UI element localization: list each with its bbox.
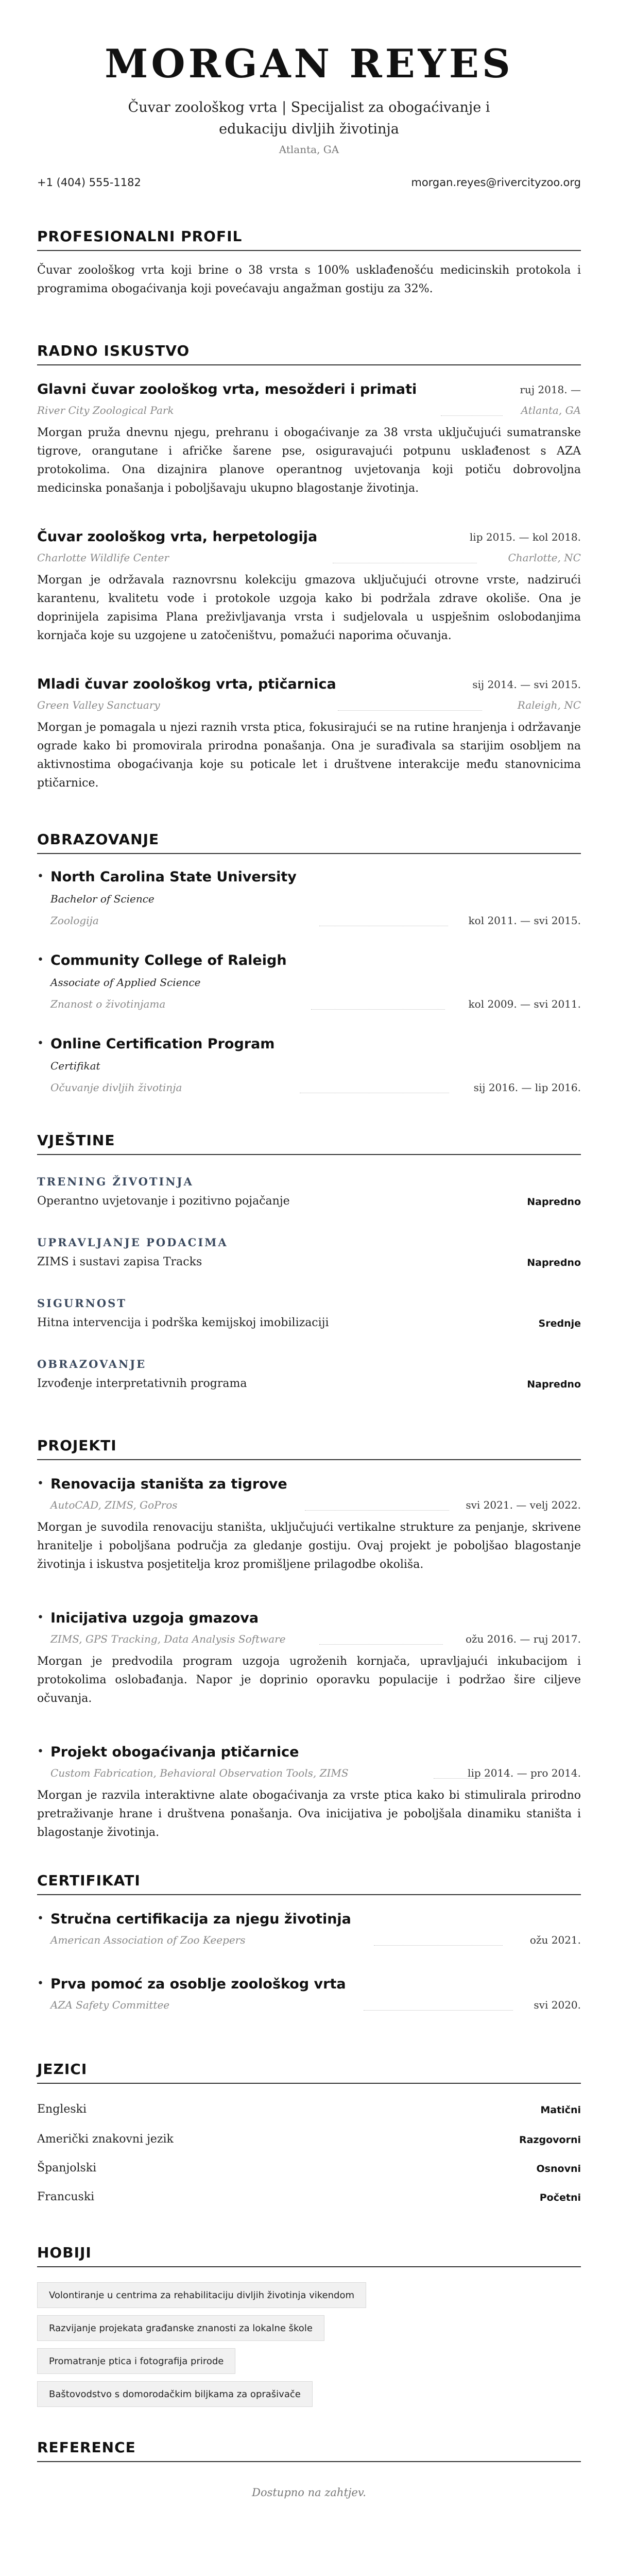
field-of-study: Očuvanje divljih životinja xyxy=(50,1081,182,1094)
bullet: • xyxy=(37,1977,44,1990)
skill-level: Napredno xyxy=(527,1257,581,1268)
skill-category xyxy=(37,1297,581,1343)
project-description: Morgan je suvodila renovaciju staništa, uključujući vertikalne strukture za penjanje, skrivene hranitelje i poboljšana područja za gledanje gostiju. Ovaj projekt je poboljšao blagostanje životinja i iskustva posjetitelja kroz promišljene prilagodbe okoliša. xyxy=(37,1521,581,1571)
certificates-section xyxy=(37,1872,581,1895)
job-organization: Green Valley Sanctuary xyxy=(37,699,160,711)
section-title-references: REFERENCE xyxy=(37,2439,581,2462)
language-name: Engleski xyxy=(37,2103,87,2116)
job-description: Morgan pruža dnevnu njegu, prehranu i obogaćivanje za 38 vrsta uključujući sumatranske tigrove, orangutane i afričke šarene pse, osiguravajući potpunu usklađenost s AZA protokolima. Ona dizajnira planove operantnog uvjetovanja koji potiču dobrovoljna medicinska ponašanja i poboljšavaju ukupno blagostanje životinja. xyxy=(37,426,581,495)
section-title-languages: JEZICI xyxy=(37,2061,581,2084)
language-level: Razgovorni xyxy=(519,2134,581,2146)
project-entry xyxy=(37,1610,581,1713)
field-of-study: Znanost o životinjama xyxy=(50,998,166,1010)
project-tools: ZIMS, GPS Tracking, Data Analysis Software xyxy=(50,1633,286,1645)
job-location: Charlotte, NC xyxy=(508,551,581,564)
language-row xyxy=(37,2190,581,2207)
skill-level: Napredno xyxy=(527,1196,581,1208)
certificate-entry xyxy=(37,1976,581,2022)
project-title: Inicijativa uzgoja gmazova xyxy=(50,1610,259,1626)
leader-dots xyxy=(311,1009,445,1010)
certificate-entry xyxy=(37,1911,581,1958)
skill-category-name: OBRAZOVANJE xyxy=(37,1358,147,1370)
leader-dots xyxy=(338,710,482,711)
project-entry xyxy=(37,1476,581,1579)
skill-name: Operantno uvjetovanje i pozitivno pojačanje xyxy=(37,1195,290,1208)
education-date: kol 2011. — svi 2015. xyxy=(468,914,581,927)
language-name: Francuski xyxy=(37,2190,95,2203)
section-title-skills: VJEŠTINE xyxy=(37,1132,581,1155)
school-name: North Carolina State University xyxy=(50,869,297,885)
project-title: Projekt obogaćivanja ptičarnice xyxy=(50,1744,299,1760)
candidate-headline: Čuvar zoološkog vrta | Specijalist za obogaćivanje i edukaciju divljih životinja xyxy=(128,99,490,137)
profile-section xyxy=(37,228,581,298)
bullet: • xyxy=(37,1477,44,1490)
hobby-tag: Razvijanje projekata građanske znanosti za lokalne škole xyxy=(37,2315,324,2341)
education-section xyxy=(37,831,581,854)
job-entry xyxy=(37,676,581,805)
project-tools: Custom Fabrication, Behavioral Observation Tools, ZIMS xyxy=(50,1767,349,1779)
job-title: Čuvar zoološkog vrta, herpetologija xyxy=(37,529,318,545)
candidate-location: Atlanta, GA xyxy=(279,143,339,156)
references-section xyxy=(37,2439,581,2462)
job-entry xyxy=(37,529,581,658)
job-organization: Charlotte Wildlife Center xyxy=(37,551,169,564)
project-title: Renovacija staništa za tigrove xyxy=(50,1476,287,1492)
degree: Bachelor of Science xyxy=(50,893,154,905)
project-date: svi 2021. — velj 2022. xyxy=(466,1499,581,1511)
bullet: • xyxy=(37,1745,44,1758)
job-location: Raleigh, NC xyxy=(517,699,581,711)
experience-section xyxy=(37,342,581,365)
certificate-issuer: AZA Safety Committee xyxy=(50,1999,170,2011)
project-description: Morgan je predvodila program uzgoja ugroženih kornjača, upravljajući inkubacijom i protokolima oslobađanja. Napor je doprinio oporavku populacije i podržao šire ciljeve očuvanja. xyxy=(37,1655,581,1705)
email-address[interactable]: morgan.reyes@rivercityzoo.org xyxy=(411,176,581,189)
skill-name: ZIMS i sustavi zapisa Tracks xyxy=(37,1256,202,1268)
leader-dots xyxy=(319,1644,443,1645)
project-date: ožu 2016. — ruj 2017. xyxy=(465,1633,581,1645)
leader-dots xyxy=(364,2010,513,2011)
language-row xyxy=(37,2103,581,2119)
section-title-projects: PROJEKTI xyxy=(37,1437,581,1460)
resume-header xyxy=(37,0,581,189)
projects-section xyxy=(37,1437,581,1460)
language-level: Osnovni xyxy=(536,2163,581,2174)
candidate-name: MORGAN REYES xyxy=(105,41,513,87)
language-row xyxy=(37,2133,581,2149)
skill-name: Hitna intervencija i podrška kemijskoj imobilizaciji xyxy=(37,1316,329,1329)
education-date: kol 2009. — svi 2011. xyxy=(468,998,581,1010)
language-level: Početni xyxy=(539,2192,581,2203)
language-name: Španjolski xyxy=(37,2162,97,2174)
job-date: lip 2015. — kol 2018. xyxy=(469,531,581,543)
bullet: • xyxy=(37,1912,44,1925)
language-level: Matični xyxy=(540,2104,581,2116)
field-of-study: Zoologija xyxy=(50,914,99,927)
project-description: Morgan je razvila interaktivne alate obogaćivanja za vrste ptica kako bi stimulirala prirodno pretraživanje hrane i društvena ponašanja. Ova inicijativa je poboljšala dinamiku staništa i blagostanje životinja. xyxy=(37,1789,581,1839)
job-description: Morgan je održavala raznovrsnu kolekciju gmazova uključujući otrovne vrste, nadzirući karantenu, kvalitetu vode i protokole uzgoja kako bi podržala zdrave okoliše. Ona je doprinijela zapisima Plana preživljavanja vrsta i sudjelovala u uspješnim oslobodanjima kornjača koje su uzgojene u zatočeništvu, pomažući naporima očuvanja. xyxy=(37,574,581,642)
school-name: Online Certification Program xyxy=(50,1036,275,1052)
education-entry xyxy=(37,869,581,931)
language-row xyxy=(37,2162,581,2178)
language-name: Američki znakovni jezik xyxy=(37,2133,174,2146)
leader-dots xyxy=(441,415,503,416)
skill-level: Srednje xyxy=(538,1318,581,1329)
section-title-profile: PROFESIONALNI PROFIL xyxy=(37,228,581,251)
job-entry xyxy=(37,381,581,510)
certificate-date: ožu 2021. xyxy=(529,1934,581,1946)
certificate-issuer: American Association of Zoo Keepers xyxy=(50,1934,246,1946)
leader-dots xyxy=(374,1945,503,1946)
skills-section xyxy=(37,1132,581,1155)
bullet: • xyxy=(37,870,44,883)
job-date: sij 2014. — svi 2015. xyxy=(472,678,581,691)
bullet: • xyxy=(37,1611,44,1624)
job-location: Atlanta, GA xyxy=(521,404,581,416)
phone-number[interactable]: +1 (404) 555-1182 xyxy=(37,176,141,189)
job-title: Glavni čuvar zoološkog vrta, mesožderi i primati xyxy=(37,381,417,397)
certificate-name: Prva pomoć za osoblje zoološkog vrta xyxy=(50,1976,346,1992)
skill-category-name: SIGURNOST xyxy=(37,1297,127,1310)
project-entry xyxy=(37,1744,581,1847)
job-description: Morgan je pomagala u njezi raznih vrsta ptica, fokusirajući se na rutine hranjenja i održavanje ograde kako bi promovirala prirodna ponašanja. Ona je surađivala sa starijim osobljem na aktivnostima obogaćivanja koje su poticale let i društvene interakcije među stanovnicima ptičarnice. xyxy=(37,721,581,790)
section-title-certificates: CERTIFIKATI xyxy=(37,1872,581,1895)
bullet: • xyxy=(37,954,44,966)
resume-page xyxy=(37,0,581,2499)
skill-category xyxy=(37,1358,581,1404)
skill-level: Napredno xyxy=(527,1379,581,1390)
skill-category-name: UPRAVLJANJE PODACIMA xyxy=(37,1236,228,1249)
school-name: Community College of Raleigh xyxy=(50,952,287,968)
section-title-education: OBRAZOVANJE xyxy=(37,831,581,854)
project-tools: AutoCAD, ZIMS, GoPros xyxy=(50,1499,178,1511)
languages-section xyxy=(37,2061,581,2084)
education-date: sij 2016. — lip 2016. xyxy=(473,1081,581,1094)
leader-dots xyxy=(305,1510,449,1511)
job-organization: River City Zoological Park xyxy=(37,404,174,416)
degree: Associate of Applied Science xyxy=(50,976,201,989)
profile-summary: Čuvar zoološkog vrta koji brine o 38 vrsta s 100% usklađenošću medicinskih protokola i programima obogaćivanja koji povećavaju angažman gostiju za 32%. xyxy=(37,264,581,295)
degree: Certifikat xyxy=(50,1060,100,1072)
references-note: Dostupno na zahtjev. xyxy=(252,2486,366,2499)
job-date: ruj 2018. — xyxy=(520,383,581,396)
contact-row xyxy=(37,176,581,189)
education-entry xyxy=(37,1036,581,1098)
skill-category xyxy=(37,1236,581,1282)
skill-name: Izvođenje interpretativnih programa xyxy=(37,1377,247,1390)
skill-category xyxy=(37,1175,581,1222)
hobby-tag: Baštovodstvo s domorodačkim biljkama za oprašivače xyxy=(37,2381,313,2407)
job-title: Mladi čuvar zoološkog vrta, ptičarnica xyxy=(37,676,336,692)
skill-category-name: TRENING ŽIVOTINJA xyxy=(37,1175,194,1188)
project-date: lip 2014. — pro 2014. xyxy=(468,1767,581,1779)
certificate-date: svi 2020. xyxy=(534,1999,581,2011)
section-title-hobbies: HOBIJI xyxy=(37,2244,581,2267)
hobbies-section xyxy=(37,2244,581,2267)
hobby-tag: Promatranje ptica i fotografija prirode xyxy=(37,2348,235,2374)
hobby-tag: Volontiranje u centrima za rehabilitaciju divljih životinja vikendom xyxy=(37,2282,366,2308)
certificate-name: Stručna certifikacija za njegu životinja xyxy=(50,1911,351,1927)
section-title-experience: RADNO ISKUSTVO xyxy=(37,342,581,365)
education-entry xyxy=(37,952,581,1014)
bullet: • xyxy=(37,1037,44,1050)
